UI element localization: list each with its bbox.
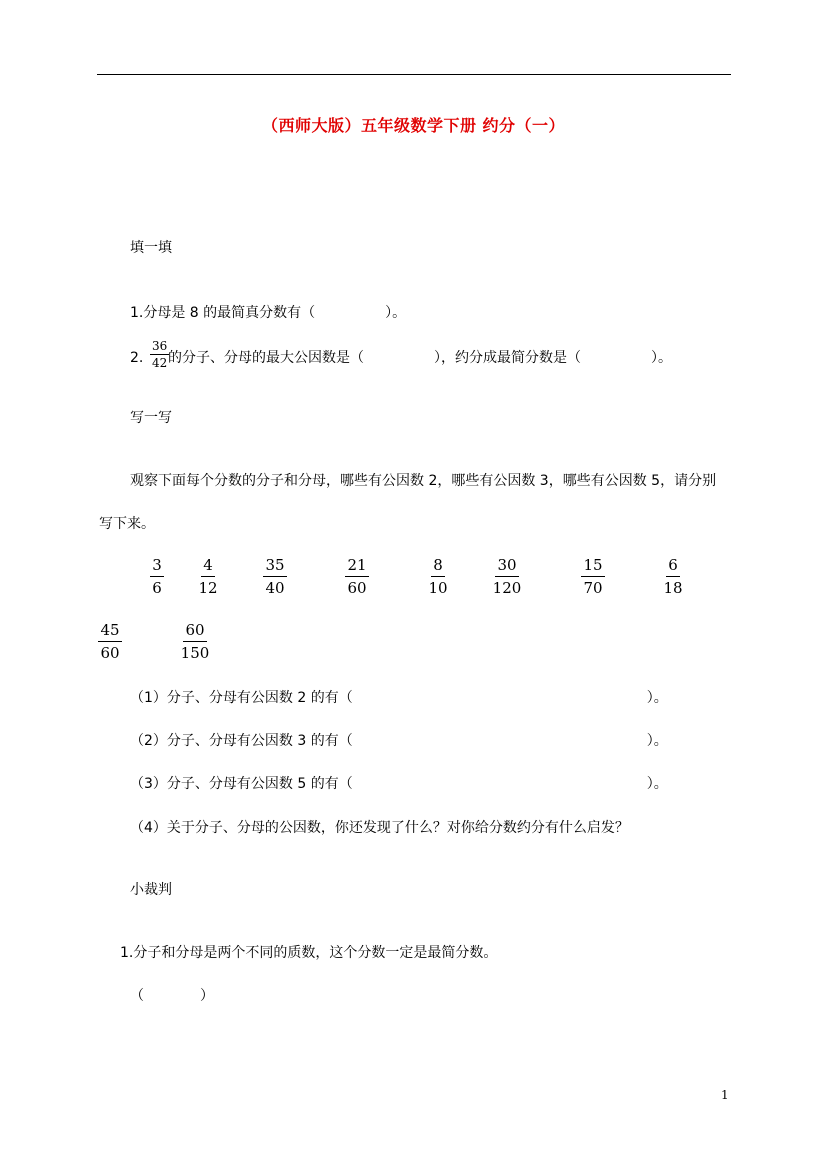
fraction: [188, 556, 228, 597]
write-subquestion-1: （1）分子、分母有公因数 2 的有（ ）。: [130, 690, 668, 706]
fraction-numerator: 15: [581, 556, 604, 577]
page-title: （西师大版）五年级数学下册 约分（一）: [261, 116, 566, 135]
fraction-numerator: 30: [495, 556, 518, 577]
fraction-denominator: 18: [663, 579, 683, 597]
fraction-denominator: 40: [265, 579, 285, 597]
fraction-denominator: 60: [347, 579, 367, 597]
fraction-denominator: 42: [152, 356, 168, 370]
fraction-numerator: 36: [152, 339, 168, 353]
fraction: [90, 621, 130, 662]
fraction-denominator: 60: [100, 644, 120, 662]
write-subquestion-4: （4）关于分子、分母的公因数，你还发现了什么？对你给分数约分有什么启发？: [130, 820, 629, 836]
question-fill-2-fraction: [150, 339, 169, 370]
fraction-denominator: 150: [180, 644, 210, 662]
fraction: [573, 556, 613, 597]
fraction-numerator: 8: [431, 556, 445, 577]
header-rule: [97, 74, 731, 75]
question-fill-1: 1.分母是 8 的最简真分数有（ ）。: [130, 305, 407, 321]
section-heading-write: 写一写: [130, 410, 172, 426]
fraction-numerator: 45: [98, 621, 121, 642]
write-intro-line-1: 观察下面每个分数的分子和分母，哪些有公因数 2，哪些有公因数 3，哪些有公因数 5，请分别: [130, 473, 717, 489]
fraction-numerator: 21: [345, 556, 368, 577]
section-heading-fill: 填一填: [130, 240, 172, 256]
fraction-numerator: 6: [666, 556, 680, 577]
page-number: 1: [721, 1088, 729, 1102]
section-heading-judge: 小裁判: [130, 882, 172, 898]
fraction-denominator: 6: [152, 579, 162, 597]
fraction: [487, 556, 527, 597]
judge-question-1: 1.分子和分母是两个不同的质数，这个分数一定是最简分数。: [120, 945, 498, 961]
fraction: [418, 556, 458, 597]
fraction: [337, 556, 377, 597]
fraction: [653, 556, 693, 597]
write-subquestion-2: （2）分子、分母有公因数 3 的有（ ）。: [130, 733, 668, 749]
question-fill-2-text: 的分子、分母的最大公因数是（ ），约分成最简分数是（ ）。: [168, 350, 672, 366]
judge-answer-blank: （ ）: [130, 988, 214, 1004]
fraction-numerator: 35: [263, 556, 286, 577]
fraction: [137, 556, 177, 597]
fraction-numerator: 4: [201, 556, 215, 577]
question-fill-2-number: 2.: [130, 350, 144, 366]
fraction-denominator: 12: [198, 579, 218, 597]
fraction-denominator: 10: [428, 579, 448, 597]
fraction: [255, 556, 295, 597]
write-intro-line-2: 写下来。: [99, 516, 155, 532]
write-subquestion-3: （3）分子、分母有公因数 5 的有（ ）。: [130, 776, 668, 792]
fraction-denominator: 70: [583, 579, 603, 597]
fraction: [175, 621, 215, 662]
fraction-numerator: 60: [183, 621, 206, 642]
fraction-denominator: 120: [492, 579, 522, 597]
fraction-numerator: 3: [150, 556, 164, 577]
